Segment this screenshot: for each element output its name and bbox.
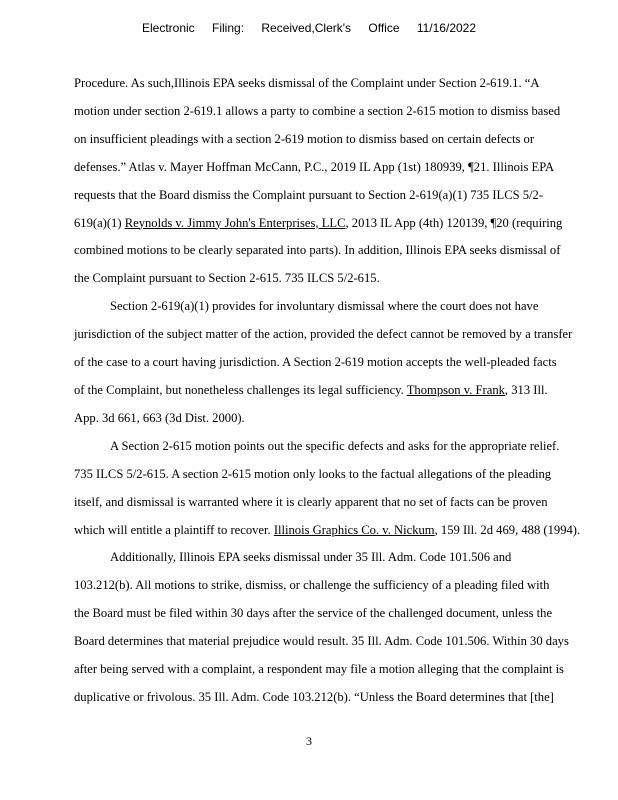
text-line bbox=[74, 656, 602, 684]
text-line bbox=[74, 628, 602, 656]
text-run: 619(a)(1) bbox=[74, 215, 125, 230]
text-line bbox=[74, 182, 602, 210]
text-line bbox=[74, 321, 602, 349]
header-filing: Filing: bbox=[212, 21, 245, 35]
text-run: of the Complaint, but nonetheless challenges its legal sufficiency. bbox=[74, 382, 407, 397]
text-line bbox=[74, 461, 602, 489]
text-run: Section 2-619(a)(1) provides for involuntary dismissal where the court does not have bbox=[110, 299, 539, 314]
text-line bbox=[74, 572, 602, 600]
text-run: , 159 Ill. 2d 469, 488 (1994). bbox=[434, 522, 581, 537]
text-run: 735 ILCS 5/2-615. A section 2-615 motion only looks to the factual allegations of the pleading bbox=[74, 466, 552, 481]
text-line bbox=[74, 70, 602, 98]
text-run: requests that the Board dismiss the Complaint pursuant to Section 2-619(a)(1) 735 ILCS 5/2- bbox=[74, 187, 544, 202]
header-date: 11/16/2022 bbox=[416, 21, 477, 35]
text-line bbox=[74, 293, 602, 321]
text-line bbox=[74, 433, 602, 461]
text-run: which will entitle a plaintiff to recover. bbox=[74, 522, 274, 537]
text-line bbox=[74, 265, 602, 293]
text-run: A Section 2-615 motion points out the specific defects and asks for the appropriate relief. bbox=[110, 438, 560, 453]
text-run: , 313 Ill. bbox=[504, 382, 548, 397]
text-run: combined motions to be clearly separated into parts). In addition, Illinois EPA seeks dismissal of bbox=[74, 243, 561, 258]
text-line bbox=[74, 349, 602, 377]
text-line bbox=[74, 210, 602, 238]
document-body bbox=[74, 70, 602, 712]
case-citation: Reynolds v. Jimmy John's Enterprises, LLC bbox=[124, 215, 346, 230]
text-run: 103.212(b). All motions to strike, dismiss, or challenge the sufficiency of a pleading filed with bbox=[74, 578, 550, 593]
text-run: Additionally, Illinois EPA seeks dismissal under 35 Ill. Adm. Code 101.506 and bbox=[110, 550, 512, 565]
text-run: the Complaint pursuant to Section 2-615. 735 ILCS 5/2-615. bbox=[74, 271, 380, 286]
case-citation: Thompson v. Frank bbox=[406, 382, 505, 397]
header-office: Office bbox=[368, 21, 400, 35]
text-run: motion under section 2-619.1 allows a party to combine a section 2-615 motion to dismiss based bbox=[74, 103, 561, 118]
case-citation: Illinois Graphics Co. v. Nickum bbox=[273, 522, 435, 537]
text-line bbox=[74, 684, 602, 712]
text-run: after being served with a complaint, a respondent may file a motion alleging that the complaint is bbox=[74, 662, 564, 677]
text-line bbox=[74, 517, 602, 545]
text-line bbox=[74, 489, 602, 517]
text-run: duplicative or frivolous. 35 Ill. Adm. Code 103.212(b). “Unless the Board determines that [the] bbox=[74, 689, 554, 704]
text-line bbox=[74, 98, 602, 126]
page-number: 3 bbox=[306, 734, 312, 748]
text-run: Procedure. As such,Illinois EPA seeks dismissal of the Complaint under Section 2-619.1. “A bbox=[74, 76, 540, 90]
text-line bbox=[74, 405, 602, 433]
text-line bbox=[74, 237, 602, 265]
text-run: itself, and dismissal is warranted where it is clearly apparent that no set of facts can be proven bbox=[74, 494, 548, 509]
text-line bbox=[74, 377, 602, 405]
text-run: Board determines that material prejudice would result. 35 Ill. Adm. Code 101.506. Within 30 days bbox=[74, 634, 569, 649]
text-line bbox=[74, 154, 602, 182]
text-run: defenses.” Atlas v. Mayer Hoffman McCann, P.C., 2019 IL App (1st) 180939, ¶21. Illinois EPA bbox=[74, 159, 555, 174]
text-line bbox=[74, 126, 602, 154]
header-electronic: Electronic bbox=[141, 21, 195, 35]
text-run: of the case to a court having jurisdiction. A Section 2-619 motion accepts the well-pleaded facts bbox=[74, 355, 557, 370]
filing-stamp-header bbox=[0, 21, 618, 35]
text-line bbox=[74, 600, 602, 628]
text-line bbox=[74, 544, 602, 572]
text-run: App. 3d 661, 663 (3d Dist. 2000). bbox=[74, 410, 245, 425]
text-run: jurisdiction of the subject matter of the action, provided the defect cannot be removed by a transfer bbox=[74, 327, 573, 342]
text-run: , 2013 IL App (4th) 120139, ¶20 (requiring bbox=[345, 215, 563, 230]
text-run: the Board must be filed within 30 days after the service of the challenged document, unless the bbox=[74, 606, 553, 621]
header-received: Received,Clerk's bbox=[261, 21, 352, 35]
text-run: on insufficient pleadings with a section 2-619 motion to dismiss based on certain defects or bbox=[74, 131, 535, 146]
